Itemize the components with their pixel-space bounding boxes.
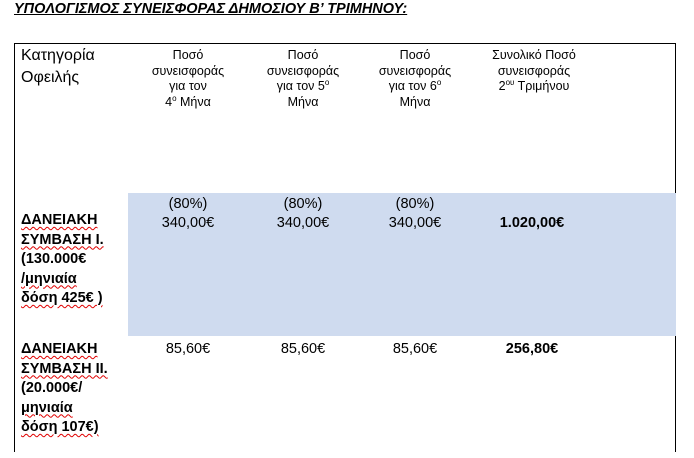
row1-total: 1.020,00€ xyxy=(499,215,565,231)
row2-month4: 85,60€ xyxy=(165,341,211,357)
header-month4: Ποσό συνεισφοράς για τον $4^o$ Μήνα xyxy=(151,48,225,109)
row1-label: ΔΑΝΕΙΑΚΗ ΣΥΜΒΑΣΗ Ι. (130.000€ /μηνιαία δόση 425€ ) xyxy=(21,212,104,306)
header-category xyxy=(21,45,95,89)
header-total: Συνολικό Ποσό συνεισφοράς $2^{o\upsilon}$ Τριμήνου xyxy=(492,48,576,93)
row1-month4: (80%) 340,00€ xyxy=(161,196,215,231)
row2-total: 256,80€ xyxy=(505,341,559,357)
header-category-line1: Κατηγορία xyxy=(21,47,95,64)
header-month5: Ποσό συνεισφοράς για τον $5^o$ Μήνα xyxy=(266,48,340,109)
row1-month5: (80%) 340,00€ xyxy=(276,196,330,231)
row2-label: ΔΑΝΕΙΑΚΗ ΣΥΜΒΑΣΗ ΙΙ. (20.000€/ μηνιαία δόση 107€) xyxy=(21,341,108,435)
row2-month6: 85,60€ xyxy=(392,341,438,357)
row2-month5: 85,60€ xyxy=(280,341,326,357)
header-category-line2: Οφειλής xyxy=(21,69,80,86)
page-title: ΥΠΟΛΟΓΙΣΜΟΣ ΣΥΝΕΙΣΦΟΡΑΣ ΔΗΜΟΣΙΟΥ Β’ ΤΡΙΜΗΝΟΥ: xyxy=(14,1,408,17)
header-month6: Ποσό συνεισφοράς για τον $6^o$ Μήνα xyxy=(378,48,452,109)
row1-month6: (80%) 340,00€ xyxy=(388,196,442,231)
